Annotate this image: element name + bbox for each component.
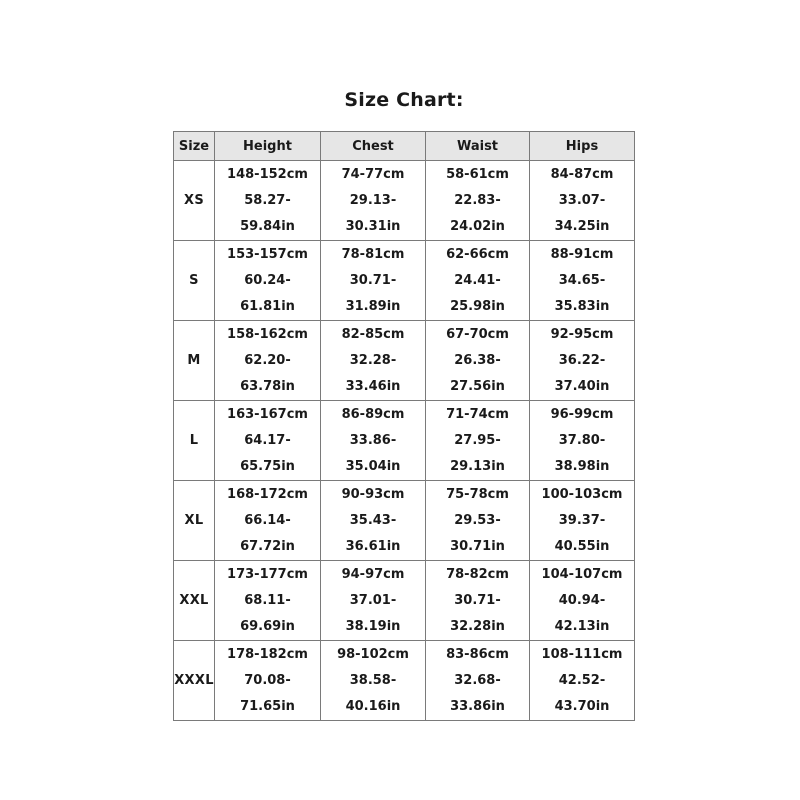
hips-value-line: 96-99cm bbox=[550, 406, 614, 422]
table-row bbox=[174, 641, 635, 721]
waist-value-line: 71-74cm bbox=[446, 406, 509, 422]
hips-value-line: 36.22- bbox=[558, 352, 606, 368]
height-value-line: 68.11- bbox=[244, 592, 291, 608]
hips-value-line: 34.25in bbox=[554, 218, 610, 234]
height-value-line: 62.20- bbox=[244, 352, 291, 368]
size-label-cell: XXL bbox=[174, 561, 215, 641]
waist-value-line: 62-66cm bbox=[446, 246, 509, 262]
chest-value-line: 78-81cm bbox=[341, 246, 405, 262]
height-value-line: 58.27- bbox=[244, 192, 291, 208]
height-cell bbox=[215, 241, 321, 321]
table-body bbox=[174, 161, 635, 721]
hips-value-line: 108-111cm bbox=[541, 646, 623, 662]
hips-value-line: 40.94- bbox=[558, 592, 606, 608]
height-cell bbox=[215, 401, 321, 481]
height-value-line: 163-167cm bbox=[227, 406, 308, 422]
waist-cell bbox=[426, 481, 530, 561]
waist-value-line: 27.56in bbox=[450, 378, 505, 394]
chest-value-line: 36.61in bbox=[345, 538, 401, 554]
chest-cell bbox=[321, 241, 426, 321]
waist-value-line: 75-78cm bbox=[446, 486, 509, 502]
height-value-line: 158-162cm bbox=[227, 326, 308, 342]
hips-value-line: 39.37- bbox=[558, 512, 606, 528]
table-header-row bbox=[174, 132, 635, 161]
waist-value-line: 33.86in bbox=[450, 698, 505, 714]
size-label-cell: XL bbox=[174, 481, 215, 561]
chest-value-line: 37.01- bbox=[349, 592, 397, 608]
hips-value-line: 34.65- bbox=[558, 272, 606, 288]
hips-cell bbox=[530, 641, 635, 721]
hips-value-line: 104-107cm bbox=[541, 566, 623, 582]
size-chart-table bbox=[173, 131, 635, 721]
page-title: Size Chart: bbox=[344, 89, 464, 111]
chest-value-line: 30.31in bbox=[345, 218, 401, 234]
chest-value-line: 38.58- bbox=[349, 672, 397, 688]
height-cell bbox=[215, 561, 321, 641]
chest-cell bbox=[321, 481, 426, 561]
hips-value-line: 37.40in bbox=[554, 378, 610, 394]
height-cell bbox=[215, 481, 321, 561]
waist-value-line: 29.13in bbox=[450, 458, 505, 474]
chest-value-line: 33.46in bbox=[345, 378, 401, 394]
chest-value-line: 32.28- bbox=[349, 352, 397, 368]
hips-cell bbox=[530, 481, 635, 561]
hips-value-line: 92-95cm bbox=[550, 326, 614, 342]
hips-cell bbox=[530, 401, 635, 481]
hips-value-line: 33.07- bbox=[558, 192, 606, 208]
chest-value-line: 98-102cm bbox=[337, 646, 409, 662]
waist-cell bbox=[426, 241, 530, 321]
chest-value-line: 74-77cm bbox=[341, 166, 405, 182]
waist-value-line: 32.28in bbox=[450, 618, 505, 634]
height-value-line: 63.78in bbox=[240, 378, 295, 394]
waist-value-line: 29.53- bbox=[454, 512, 501, 528]
header-hips: Hips bbox=[530, 132, 635, 161]
height-value-line: 173-177cm bbox=[227, 566, 308, 582]
hips-cell bbox=[530, 321, 635, 401]
chest-value-line: 33.86- bbox=[349, 432, 397, 448]
size-label-cell: S bbox=[174, 241, 215, 321]
waist-value-line: 24.02in bbox=[450, 218, 505, 234]
height-value-line: 64.17- bbox=[244, 432, 291, 448]
hips-value-line: 35.83in bbox=[554, 298, 610, 314]
waist-value-line: 32.68- bbox=[454, 672, 501, 688]
height-value-line: 168-172cm bbox=[227, 486, 308, 502]
table-row bbox=[174, 161, 635, 241]
height-cell bbox=[215, 641, 321, 721]
header-size: Size bbox=[174, 132, 215, 161]
height-value-line: 61.81in bbox=[240, 298, 295, 314]
height-value-line: 60.24- bbox=[244, 272, 291, 288]
waist-cell bbox=[426, 161, 530, 241]
table-row bbox=[174, 241, 635, 321]
chest-value-line: 35.43- bbox=[349, 512, 397, 528]
waist-cell bbox=[426, 401, 530, 481]
size-label-cell: M bbox=[174, 321, 215, 401]
waist-cell bbox=[426, 561, 530, 641]
header-height: Height bbox=[215, 132, 321, 161]
height-value-line: 178-182cm bbox=[227, 646, 308, 662]
hips-value-line: 40.55in bbox=[554, 538, 610, 554]
chest-value-line: 30.71- bbox=[349, 272, 397, 288]
chest-value-line: 38.19in bbox=[345, 618, 401, 634]
hips-value-line: 43.70in bbox=[554, 698, 610, 714]
chest-value-line: 82-85cm bbox=[341, 326, 405, 342]
height-value-line: 71.65in bbox=[240, 698, 295, 714]
hips-value-line: 42.13in bbox=[554, 618, 610, 634]
chest-value-line: 31.89in bbox=[345, 298, 401, 314]
waist-value-line: 67-70cm bbox=[446, 326, 509, 342]
waist-value-line: 83-86cm bbox=[446, 646, 509, 662]
height-value-line: 153-157cm bbox=[227, 246, 308, 262]
waist-value-line: 25.98in bbox=[450, 298, 505, 314]
waist-value-line: 58-61cm bbox=[446, 166, 509, 182]
table-row bbox=[174, 401, 635, 481]
hips-cell bbox=[530, 561, 635, 641]
chest-value-line: 86-89cm bbox=[341, 406, 405, 422]
height-cell bbox=[215, 321, 321, 401]
chest-value-line: 90-93cm bbox=[341, 486, 405, 502]
chest-cell bbox=[321, 561, 426, 641]
chest-value-line: 35.04in bbox=[345, 458, 401, 474]
waist-value-line: 24.41- bbox=[454, 272, 501, 288]
header-waist: Waist bbox=[426, 132, 530, 161]
chest-cell bbox=[321, 641, 426, 721]
waist-value-line: 30.71- bbox=[454, 592, 501, 608]
table-row bbox=[174, 561, 635, 641]
chest-cell bbox=[321, 321, 426, 401]
waist-value-line: 26.38- bbox=[454, 352, 501, 368]
height-value-line: 65.75in bbox=[240, 458, 295, 474]
chest-value-line: 29.13- bbox=[349, 192, 397, 208]
table-row bbox=[174, 321, 635, 401]
waist-value-line: 78-82cm bbox=[446, 566, 509, 582]
size-label-cell: XXXL bbox=[174, 641, 215, 721]
waist-value-line: 27.95- bbox=[454, 432, 501, 448]
chest-cell bbox=[321, 401, 426, 481]
size-label-cell: XS bbox=[174, 161, 215, 241]
hips-value-line: 42.52- bbox=[558, 672, 606, 688]
hips-value-line: 37.80- bbox=[558, 432, 606, 448]
height-value-line: 59.84in bbox=[240, 218, 295, 234]
hips-cell bbox=[530, 161, 635, 241]
height-cell bbox=[215, 161, 321, 241]
height-value-line: 70.08- bbox=[244, 672, 291, 688]
table-row bbox=[174, 481, 635, 561]
hips-value-line: 100-103cm bbox=[541, 486, 623, 502]
waist-cell bbox=[426, 321, 530, 401]
chest-value-line: 94-97cm bbox=[341, 566, 405, 582]
hips-value-line: 88-91cm bbox=[550, 246, 614, 262]
waist-value-line: 30.71in bbox=[450, 538, 505, 554]
hips-value-line: 84-87cm bbox=[550, 166, 614, 182]
hips-cell bbox=[530, 241, 635, 321]
height-value-line: 69.69in bbox=[240, 618, 295, 634]
size-label-cell: L bbox=[174, 401, 215, 481]
chest-value-line: 40.16in bbox=[345, 698, 401, 714]
height-value-line: 67.72in bbox=[240, 538, 295, 554]
header-chest: Chest bbox=[321, 132, 426, 161]
height-value-line: 148-152cm bbox=[227, 166, 308, 182]
waist-value-line: 22.83- bbox=[454, 192, 501, 208]
chest-cell bbox=[321, 161, 426, 241]
height-value-line: 66.14- bbox=[244, 512, 291, 528]
waist-cell bbox=[426, 641, 530, 721]
hips-value-line: 38.98in bbox=[554, 458, 610, 474]
